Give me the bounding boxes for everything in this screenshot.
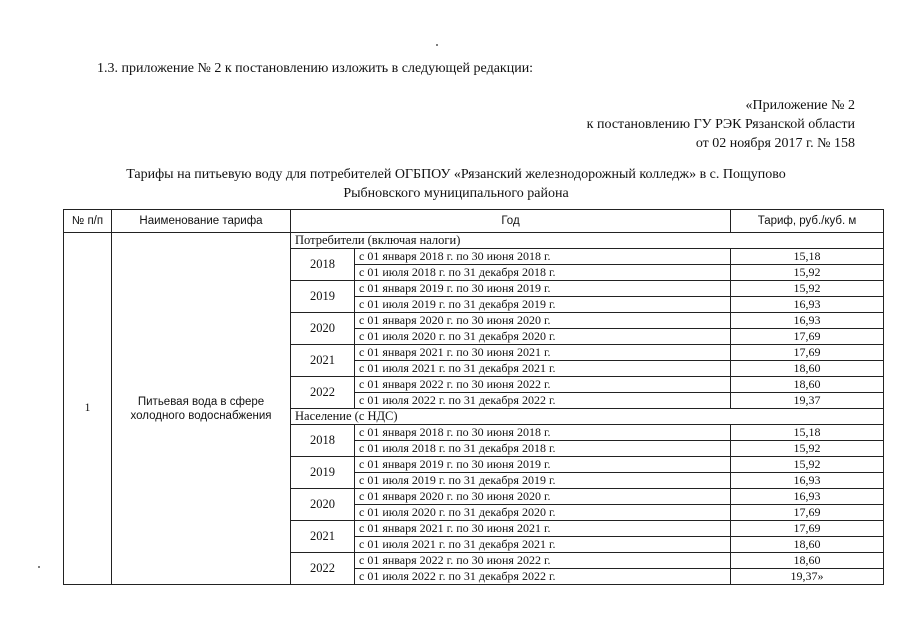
tariff-value: 15,92 bbox=[731, 265, 884, 281]
period-cell: с 01 июля 2020 г. по 31 декабря 2020 г. bbox=[355, 505, 731, 521]
period-cell: с 01 июля 2018 г. по 31 декабря 2018 г. bbox=[355, 265, 731, 281]
year-cell: 2022 bbox=[291, 553, 355, 585]
appendix-line-2: к постановлению ГУ РЭК Рязанской области bbox=[586, 117, 855, 132]
period-cell: с 01 января 2018 г. по 30 июня 2018 г. bbox=[355, 425, 731, 441]
tariff-value: 16,93 bbox=[731, 489, 884, 505]
year-cell: 2021 bbox=[291, 345, 355, 377]
tariff-value: 16,93 bbox=[731, 297, 884, 313]
period-cell: с 01 июля 2022 г. по 31 декабря 2022 г. bbox=[355, 393, 731, 409]
tariff-value: 15,92 bbox=[731, 457, 884, 473]
tariff-value: 16,93 bbox=[731, 473, 884, 489]
year-cell: 2019 bbox=[291, 281, 355, 313]
year-cell: 2019 bbox=[291, 457, 355, 489]
year-cell: 2021 bbox=[291, 521, 355, 553]
group-label: Население (с НДС) bbox=[291, 409, 884, 425]
tariff-value: 17,69 bbox=[731, 521, 884, 537]
tariff-value: 18,60 bbox=[731, 377, 884, 393]
scan-speck bbox=[436, 44, 438, 46]
document-title bbox=[60, 165, 852, 203]
row-number: 1 bbox=[64, 233, 112, 585]
tariff-value: 15,92 bbox=[731, 441, 884, 457]
tariff-name: Питьевая вода в сфере холодного водоснабжения bbox=[112, 233, 291, 585]
group-label: Потребители (включая налоги) bbox=[291, 233, 884, 249]
tariff-table bbox=[63, 209, 884, 585]
year-cell: 2020 bbox=[291, 489, 355, 521]
appendix-line-3: от 02 ноября 2017 г. № 158 bbox=[695, 136, 855, 151]
appendix-block bbox=[587, 96, 855, 153]
period-cell: с 01 июля 2021 г. по 31 декабря 2021 г. bbox=[355, 361, 731, 377]
tariff-value: 15,18 bbox=[731, 425, 884, 441]
header-year: Год bbox=[291, 210, 731, 233]
tariff-value: 16,93 bbox=[731, 313, 884, 329]
period-cell: с 01 января 2022 г. по 30 июня 2022 г. bbox=[355, 377, 731, 393]
year-cell: 2018 bbox=[291, 425, 355, 457]
appendix-line-1: «Приложение № 2 bbox=[745, 98, 855, 113]
header-name: Наименование тарифа bbox=[112, 210, 291, 233]
intro-text: 1.3. приложение № 2 к постановлению изложить в следующей редакции: bbox=[97, 61, 534, 76]
title-line-1: Тарифы на питьевую воду для потребителей ОГБПОУ «Рязанский железнодорожный колледж» в с. Пощупово bbox=[126, 167, 786, 182]
period-cell: с 01 января 2022 г. по 30 июня 2022 г. bbox=[355, 553, 731, 569]
year-cell: 2018 bbox=[291, 249, 355, 281]
tariff-value: 18,60 bbox=[731, 361, 884, 377]
period-cell: с 01 июля 2019 г. по 31 декабря 2019 г. bbox=[355, 297, 731, 313]
header-num: № п/п bbox=[64, 210, 112, 233]
tariff-value: 17,69 bbox=[731, 345, 884, 361]
period-cell: с 01 января 2021 г. по 30 июня 2021 г. bbox=[355, 345, 731, 361]
tariff-value: 15,92 bbox=[731, 281, 884, 297]
period-cell: с 01 января 2021 г. по 30 июня 2021 г. bbox=[355, 521, 731, 537]
title-line-2: Рыбновского муниципального района bbox=[343, 186, 569, 201]
tariff-value: 18,60 bbox=[731, 537, 884, 553]
header-row bbox=[64, 210, 884, 233]
tariff-value: 18,60 bbox=[731, 553, 884, 569]
tariff-value: 17,69 bbox=[731, 329, 884, 345]
table-body bbox=[64, 233, 884, 585]
period-cell: с 01 июля 2021 г. по 31 декабря 2021 г. bbox=[355, 537, 731, 553]
tariff-value: 15,18 bbox=[731, 249, 884, 265]
group-row bbox=[64, 233, 884, 249]
period-cell: с 01 января 2019 г. по 30 июня 2019 г. bbox=[355, 457, 731, 473]
tariff-value: 17,69 bbox=[731, 505, 884, 521]
tariff-value: 19,37» bbox=[731, 569, 884, 585]
scan-speck bbox=[38, 566, 40, 568]
period-cell: с 01 июля 2019 г. по 31 декабря 2019 г. bbox=[355, 473, 731, 489]
period-cell: с 01 января 2019 г. по 30 июня 2019 г. bbox=[355, 281, 731, 297]
period-cell: с 01 июля 2018 г. по 31 декабря 2018 г. bbox=[355, 441, 731, 457]
tariff-value: 19,37 bbox=[731, 393, 884, 409]
period-cell: с 01 июля 2022 г. по 31 декабря 2022 г. bbox=[355, 569, 731, 585]
year-cell: 2020 bbox=[291, 313, 355, 345]
period-cell: с 01 января 2020 г. по 30 июня 2020 г. bbox=[355, 313, 731, 329]
period-cell: с 01 января 2020 г. по 30 июня 2020 г. bbox=[355, 489, 731, 505]
year-cell: 2022 bbox=[291, 377, 355, 409]
period-cell: с 01 июля 2020 г. по 31 декабря 2020 г. bbox=[355, 329, 731, 345]
period-cell: с 01 января 2018 г. по 30 июня 2018 г. bbox=[355, 249, 731, 265]
header-tariff: Тариф, руб./куб. м bbox=[731, 210, 884, 233]
